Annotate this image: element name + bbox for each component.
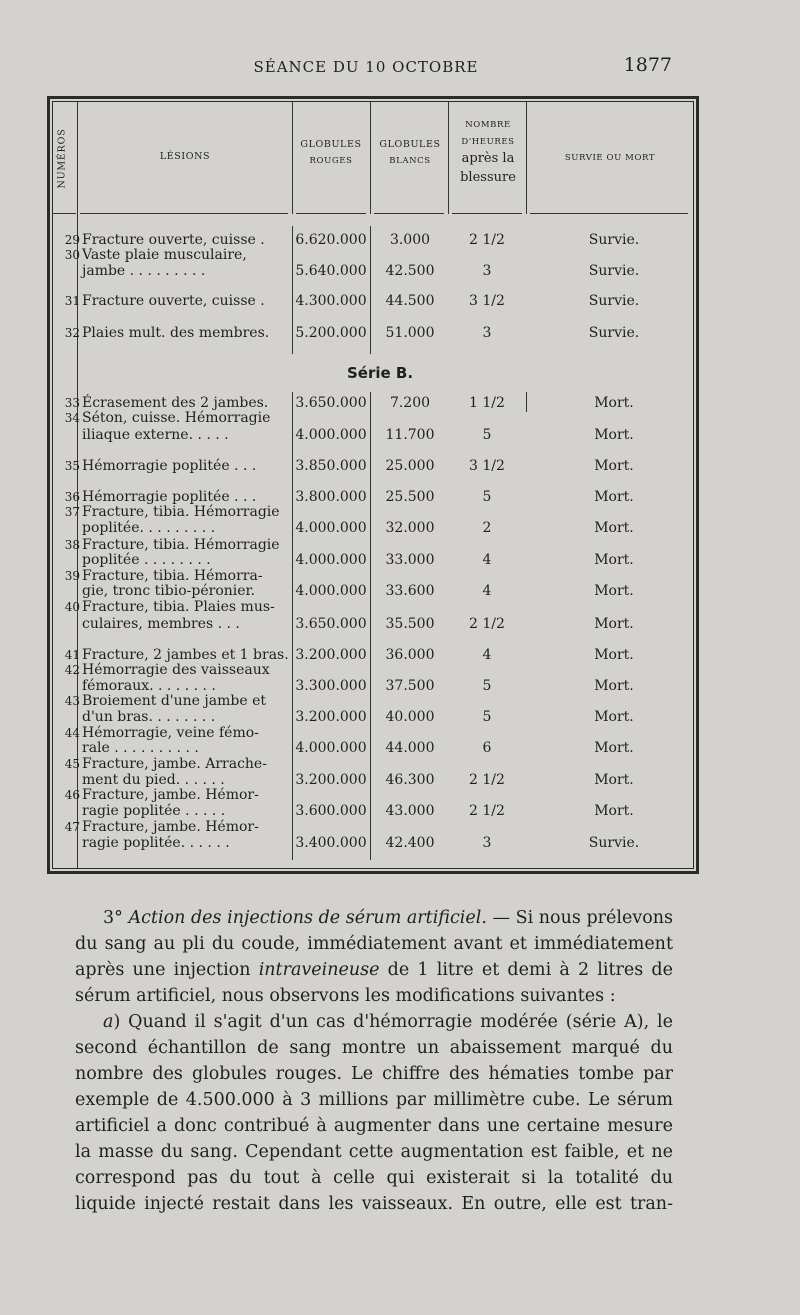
cell-survie: Survie. <box>588 325 640 341</box>
cell-lesion: Fracture ouverte, cuisse . <box>82 293 265 309</box>
text-line: liquide injecté restait dans les vaisseaux. En outre, elle est tran- <box>75 1194 673 1214</box>
cell-survie: Mort. <box>594 803 634 819</box>
cell-lesion: iliaque externe. . . . . <box>82 427 229 443</box>
cell-blancs: 7.200 <box>389 395 431 411</box>
cell-lesion: Fracture, jambe. Hémor- <box>82 787 259 803</box>
text-line: a) Quand il s'agit d'un cas d'hémorragie modérée (série A), le <box>103 1012 673 1032</box>
cell-heures: 5 <box>482 709 492 725</box>
cell-rouges: 5.640.000 <box>295 263 367 279</box>
table-row <box>0 553 800 569</box>
cell-survie: Mort. <box>594 552 634 568</box>
cell-survie: Mort. <box>594 772 634 788</box>
text-line: la masse du sang. Cependant cette augmentation est faible, et ne <box>75 1142 673 1162</box>
cell-num: 42 <box>64 663 80 677</box>
cell-survie: Mort. <box>594 583 634 599</box>
text-line: correspond pas du tout à celle qui existerait si la totalité du <box>75 1168 673 1188</box>
cell-num: 41 <box>64 648 80 662</box>
cell-num: 32 <box>64 326 80 340</box>
cell-rouges: 4.000.000 <box>295 552 367 568</box>
cell-blancs: 42.400 <box>385 835 435 851</box>
table-row <box>0 264 800 280</box>
header-rule <box>296 213 366 214</box>
table-row <box>0 505 800 521</box>
cell-heures: 2 <box>482 520 492 536</box>
cell-lesion: fémoraux. . . . . . . . <box>82 678 216 694</box>
cell-lesion: Fracture, tibia. Hémorragie <box>82 504 280 520</box>
cell-num: 38 <box>64 538 80 552</box>
cell-lesion: ragie poplitée. . . . . . <box>82 835 230 851</box>
text-line: artificiel a donc contribué à augmenter dans une certaine mesure <box>75 1116 673 1136</box>
cell-num: 44 <box>64 726 80 740</box>
cell-heures: 3 1/2 <box>469 458 505 474</box>
cell-heures: 3 1/2 <box>469 293 505 309</box>
cell-rouges: 3.600.000 <box>295 803 367 819</box>
cell-lesion: Fracture, jambe. Hémor- <box>82 819 259 835</box>
cell-num: 40 <box>64 600 80 614</box>
cell-lesion: Hémorragie, veine fémo- <box>82 725 259 741</box>
cell-lesion: ment du pied. . . . . . <box>82 772 225 788</box>
cell-blancs: 37.500 <box>385 678 435 694</box>
cell-blancs: 25.500 <box>385 489 435 505</box>
table-row <box>0 584 800 600</box>
cell-blancs: 40.000 <box>385 709 435 725</box>
cell-survie: Survie. <box>588 232 640 248</box>
cell-rouges: 3.200.000 <box>295 772 367 788</box>
header-rule <box>374 213 444 214</box>
header-numeros: NUMÉROS <box>56 127 68 189</box>
cell-lesion: Vaste plaie musculaire, <box>82 247 247 263</box>
cell-survie: Mort. <box>594 427 634 443</box>
serie-b-heading: Série B. <box>346 364 414 382</box>
header-survie-ou-mort: SURVIE OU MORT <box>564 153 656 163</box>
cell-survie: Survie. <box>588 835 640 851</box>
cell-num: 36 <box>64 490 80 504</box>
cell-lesion: Fracture, 2 jambes et 1 bras. <box>82 647 289 663</box>
cell-heures: 3 <box>482 835 492 851</box>
cell-survie: Mort. <box>594 520 634 536</box>
cell-heures: 6 <box>482 740 492 756</box>
cell-num: 47 <box>64 820 80 834</box>
cell-blancs: 25.000 <box>385 458 435 474</box>
table-row <box>0 294 800 310</box>
cell-num: 35 <box>64 459 80 473</box>
cell-lesion: Écrasement des 2 jambes. <box>82 395 269 411</box>
cell-survie: Survie. <box>588 263 640 279</box>
header-globules-rouges: GLOBULES ROUGES <box>300 139 362 167</box>
cell-rouges: 3.200.000 <box>295 647 367 663</box>
cell-survie: Survie. <box>588 293 640 309</box>
header-rule <box>52 213 76 214</box>
cell-lesion: Hémorragie des vaisseaux <box>82 662 270 678</box>
header-lesions: LÉSIONS <box>159 151 211 162</box>
cell-lesion: d'un bras. . . . . . . . <box>82 709 216 725</box>
cell-survie: Mort. <box>594 709 634 725</box>
cell-lesion: Fracture, jambe. Arrache- <box>82 756 267 772</box>
table-row <box>0 694 800 710</box>
cell-lesion: Hémorragie poplitée . . . <box>82 489 257 505</box>
cell-lesion: rale . . . . . . . . . . <box>82 740 199 756</box>
cell-blancs: 43.000 <box>385 803 435 819</box>
cell-blancs: 35.500 <box>385 616 435 632</box>
cell-rouges: 3.650.000 <box>295 395 367 411</box>
table-row <box>0 741 800 757</box>
cell-lesion: jambe . . . . . . . . . <box>82 263 206 279</box>
cell-rouges: 4.000.000 <box>295 520 367 536</box>
table-row <box>0 757 800 773</box>
cell-lesion: Fracture ouverte, cuisse . <box>82 232 265 248</box>
cell-survie: Mort. <box>594 678 634 694</box>
cell-lesion: culaires, membres . . . <box>82 616 240 632</box>
column-rule <box>370 102 371 214</box>
cell-lesion: Fracture, tibia. Hémorragie <box>82 537 280 553</box>
cell-num: 30 <box>64 248 80 262</box>
table-row <box>0 788 800 804</box>
cell-blancs: 44.500 <box>385 293 435 309</box>
cell-survie: Mort. <box>594 616 634 632</box>
cell-survie: Mort. <box>594 395 634 411</box>
text-line: après une injection intraveineuse de 1 litre et demi à 2 litres de <box>75 960 673 980</box>
cell-blancs: 11.700 <box>385 427 435 443</box>
table-row <box>0 804 800 820</box>
table-row <box>0 411 800 427</box>
cell-blancs: 44.000 <box>385 740 435 756</box>
table-row <box>0 710 800 726</box>
cell-lesion: Plaies mult. des membres. <box>82 325 270 341</box>
text-line: second échantillon de sang montre un abaissement marqué du <box>75 1038 673 1058</box>
cell-blancs: 32.000 <box>385 520 435 536</box>
column-rule <box>292 102 293 214</box>
cell-num: 39 <box>64 569 80 583</box>
cell-heures: 3 <box>482 263 492 279</box>
cell-lesion: gie, tronc tibio-péronier. <box>82 583 256 599</box>
cell-heures: 2 1/2 <box>469 232 505 248</box>
cell-lesion: Hémorragie poplitée . . . <box>82 458 257 474</box>
running-head-title: SÉANCE DU 10 OCTOBRE <box>253 58 479 76</box>
text-line: exemple de 4.500.000 à 3 millions par millimètre cube. Le sérum <box>75 1090 673 1110</box>
table-row <box>0 836 800 852</box>
cell-rouges: 4.300.000 <box>295 293 367 309</box>
cell-num: 37 <box>64 505 80 519</box>
cell-survie: Mort. <box>594 489 634 505</box>
running-head <box>60 52 672 82</box>
cell-survie: Mort. <box>594 740 634 756</box>
text-line: sérum artificiel, nous observons les modifications suivantes : <box>75 986 616 1006</box>
cell-rouges: 4.000.000 <box>295 583 367 599</box>
text-line: du sang au pli du coude, immédiatement avant et immédiatement <box>75 934 673 954</box>
page-number: 1877 <box>623 54 672 76</box>
cell-rouges: 3.650.000 <box>295 616 367 632</box>
table-row <box>0 521 800 537</box>
header-rule <box>530 213 688 214</box>
cell-blancs: 3.000 <box>389 232 431 248</box>
table-row <box>0 459 800 475</box>
table-row <box>0 663 800 679</box>
cell-lesion: Fracture, tibia. Plaies mus- <box>82 599 275 615</box>
cell-lesion: Fracture, tibia. Hémorra- <box>82 568 263 584</box>
cell-blancs: 33.000 <box>385 552 435 568</box>
cell-rouges: 3.200.000 <box>295 709 367 725</box>
cell-heures: 2 1/2 <box>469 803 505 819</box>
table-row <box>0 326 800 342</box>
cell-heures: 4 <box>482 647 492 663</box>
cell-heures: 2 1/2 <box>469 616 505 632</box>
cell-lesion: Séton, cuisse. Hémorragie <box>82 410 271 426</box>
cell-survie: Mort. <box>594 458 634 474</box>
cell-rouges: 3.800.000 <box>295 489 367 505</box>
cell-heures: 5 <box>482 427 492 443</box>
cell-heures: 5 <box>482 678 492 694</box>
cell-blancs: 51.000 <box>385 325 435 341</box>
table-row <box>0 617 800 633</box>
cell-blancs: 33.600 <box>385 583 435 599</box>
cell-rouges: 3.300.000 <box>295 678 367 694</box>
table-row <box>0 248 800 264</box>
text-line: nombre des globules rouges. Le chiffre des hématies tombe par <box>75 1064 673 1084</box>
cell-lesion: ragie poplitée . . . . . <box>82 803 226 819</box>
cell-rouges: 3.400.000 <box>295 835 367 851</box>
cell-lesion: Broiement d'une jambe et <box>82 693 266 709</box>
cell-heures: 4 <box>482 583 492 599</box>
cell-blancs: 46.300 <box>385 772 435 788</box>
header-rule <box>80 213 288 214</box>
column-rule <box>526 102 527 214</box>
cell-heures: 5 <box>482 489 492 505</box>
cell-num: 34 <box>64 411 80 425</box>
table-row <box>0 428 800 444</box>
column-rule <box>448 102 449 214</box>
cell-rouges: 3.850.000 <box>295 458 367 474</box>
cell-rouges: 4.000.000 <box>295 427 367 443</box>
cell-rouges: 6.620.000 <box>295 232 367 248</box>
text-line: 3° Action des injections de sérum artificiel. — Si nous prélevons <box>103 908 673 928</box>
cell-num: 31 <box>64 294 80 308</box>
table-row <box>0 600 800 616</box>
cell-num: 45 <box>64 757 80 771</box>
cell-heures: 4 <box>482 552 492 568</box>
cell-heures: 2 1/2 <box>469 772 505 788</box>
cell-num: 33 <box>64 396 80 410</box>
cell-lesion: poplitée . . . . . . . . <box>82 552 211 568</box>
cell-survie: Mort. <box>594 647 634 663</box>
cell-num: 43 <box>64 694 80 708</box>
table-row <box>0 820 800 836</box>
cell-heures: 3 <box>482 325 492 341</box>
cell-blancs: 36.000 <box>385 647 435 663</box>
cell-blancs: 42.500 <box>385 263 435 279</box>
cell-num: 29 <box>64 233 80 247</box>
header-globules-blancs: GLOBULES BLANCS <box>379 139 441 167</box>
cell-rouges: 5.200.000 <box>295 325 367 341</box>
header-rule <box>452 213 522 214</box>
cell-lesion: poplitée. . . . . . . . . <box>82 520 216 536</box>
cell-heures: 1 1/2 <box>469 395 505 411</box>
cell-rouges: 4.000.000 <box>295 740 367 756</box>
header-nombre-heures: NOMBRE D'HEURES après la blessure <box>460 120 516 185</box>
cell-num: 46 <box>64 788 80 802</box>
body-text <box>75 905 673 1217</box>
